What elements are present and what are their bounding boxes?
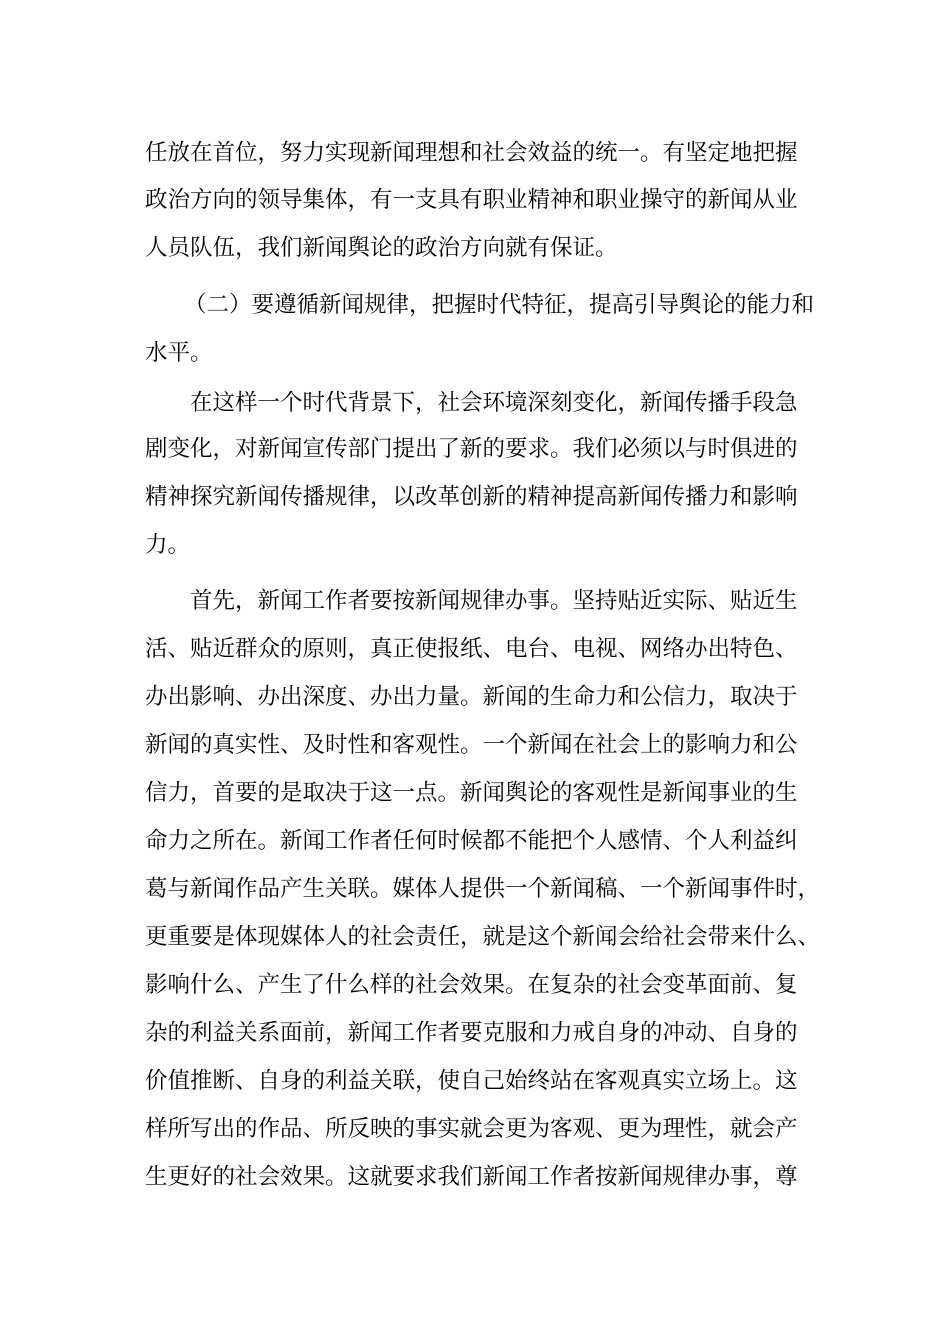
- text-line: 更重要是体现媒体人的社会责任，就是这个新闻会给社会带来什么、: [145, 924, 821, 950]
- text-line: 杂的利益关系面前，新闻工作者要克服和力戒自身的冲动、自身的: [145, 1020, 798, 1046]
- text-line: 命力之所在。新闻工作者任何时候都不能把个人感情、个人利益纠: [145, 828, 798, 854]
- text-line: 力。: [145, 532, 191, 558]
- text-line: 首先，新闻工作者要按新闻规律办事。坚持贴近实际、贴近生: [190, 588, 798, 614]
- text-line: 活、贴近群众的原则，真正使报纸、电台、电视、网络办出特色、: [145, 636, 798, 662]
- text-line: 任放在首位，努力实现新闻理想和社会效益的统一。有坚定地把握: [145, 140, 798, 166]
- text-line: 办出影响、办出深度、办出力量。新闻的生命力和公信力，取决于: [145, 684, 798, 710]
- text-line: 影响什么、产生了什么样的社会效果。在复杂的社会变革面前、复: [145, 972, 798, 998]
- text-line: 人员队伍，我们新闻舆论的政治方向就有保证。: [145, 235, 618, 261]
- section-heading-continuation: 水平。: [145, 340, 213, 366]
- section-heading: （二）要遵循新闻规律，把握时代特征，提高引导舆论的能力和: [184, 292, 815, 318]
- text-line: 价值推断、自身的利益关联，使自己始终站在客观真实立场上。这: [145, 1068, 798, 1094]
- text-line: 政治方向的领导集体，有一支具有职业精神和职业操守的新闻从业: [145, 187, 798, 213]
- text-line: 葛与新闻作品产生关联。媒体人提供一个新闻稿、一个新闻事件时，: [145, 876, 821, 902]
- text-line: 精神探究新闻传播规律，以改革创新的精神提高新闻传播力和影响: [145, 484, 798, 510]
- text-line: 信力，首要的是取决于这一点。新闻舆论的客观性是新闻事业的生: [145, 780, 798, 806]
- text-line: 剧变化，对新闻宣传部门提出了新的要求。我们必须以与时俱进的: [145, 436, 798, 462]
- text-line: 新闻的真实性、及时性和客观性。一个新闻在社会上的影响力和公: [145, 732, 798, 758]
- text-line: 生更好的社会效果。这就要求我们新闻工作者按新闻规律办事，尊: [145, 1164, 798, 1190]
- text-line: 样所写出的作品、所反映的事实就会更为客观、更为理性，就会产: [145, 1116, 798, 1142]
- text-line: 在这样一个时代背景下，社会环境深刻变化，新闻传播手段急: [190, 390, 798, 416]
